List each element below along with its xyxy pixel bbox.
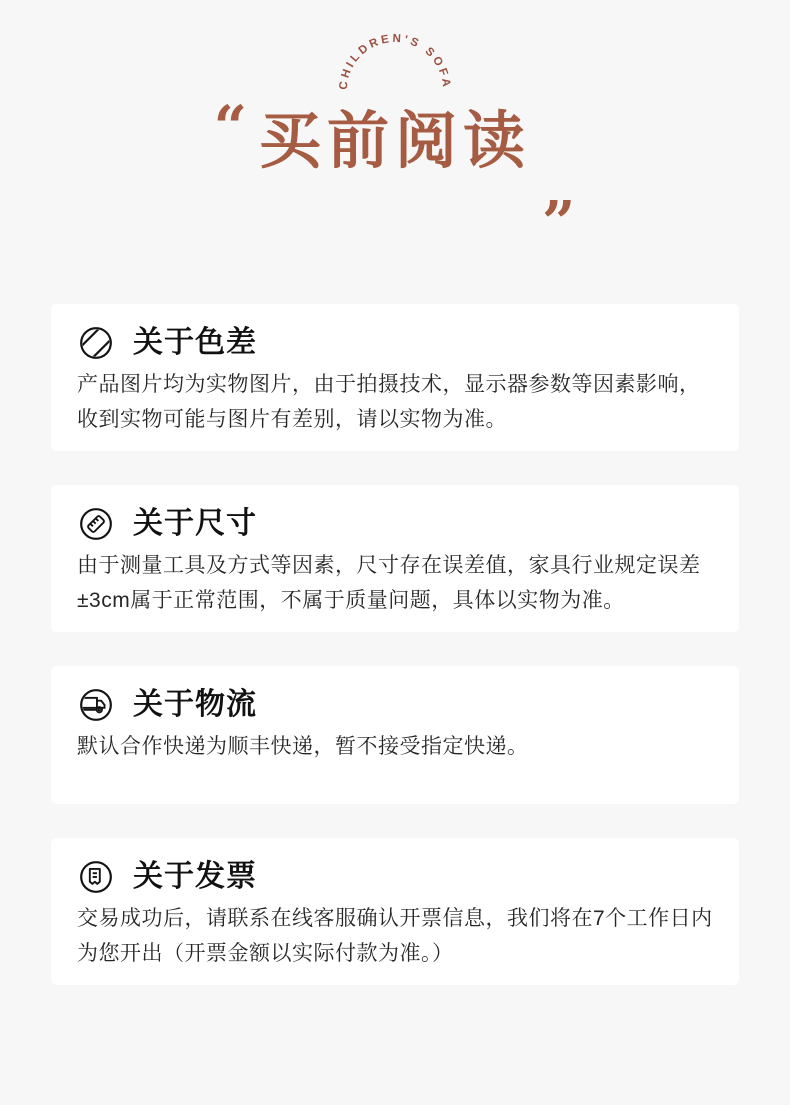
- notice-cards: [51, 304, 739, 985]
- card-body-text: 交易成功后，请联系在线客服确认开票信息，我们将在7个工作日内为您开出（开票金额以实际付款为准。）: [77, 907, 713, 965]
- ruler-icon: [77, 505, 115, 543]
- card-title: 关于发票: [133, 860, 257, 893]
- card-invoice: [51, 838, 739, 985]
- header: [0, 0, 790, 223]
- card-body-text: 默认合作快递为顺丰快递，暂不接受指定快递。: [77, 735, 529, 758]
- card-color-difference-head: [77, 324, 713, 362]
- card-dimensions-head: [77, 505, 713, 543]
- card-invoice-head: [77, 858, 713, 896]
- arc-brand-text-label: CHILDREN'S SOFA: [337, 32, 453, 91]
- card-body-text: 产品图片均为实物图片，由于拍摄技术，显示器参数等因素影响，收到实物可能与图片有差别，请以实物为准。: [77, 373, 701, 431]
- card-title: 关于物流: [133, 688, 257, 721]
- card-body-text: 由于测量工具及方式等因素，尺寸存在误差值，家具行业规定误差±3cm属于正常范围，不属于质量问题，具体以实物为准。: [77, 554, 701, 612]
- card-title: 关于色差: [133, 326, 257, 359]
- card-title: 关于尺寸: [133, 507, 257, 540]
- card-logistics-head: [77, 686, 713, 724]
- card-dimensions: [51, 485, 739, 632]
- color-swatch-icon: [77, 324, 115, 362]
- invoice-receipt-icon: [77, 858, 115, 896]
- page-title: 买前阅读: [258, 107, 531, 176]
- card-logistics: [51, 666, 739, 804]
- svg-text:CHILDREN'S SOFA: [338, 33, 452, 91]
- open-quote-mark: “: [213, 93, 247, 161]
- arc-brand-text: [305, 16, 485, 108]
- page-title-block: [0, 93, 790, 223]
- card-color-difference: [51, 304, 739, 451]
- close-quote-mark: „: [543, 155, 577, 223]
- delivery-truck-icon: [77, 686, 115, 724]
